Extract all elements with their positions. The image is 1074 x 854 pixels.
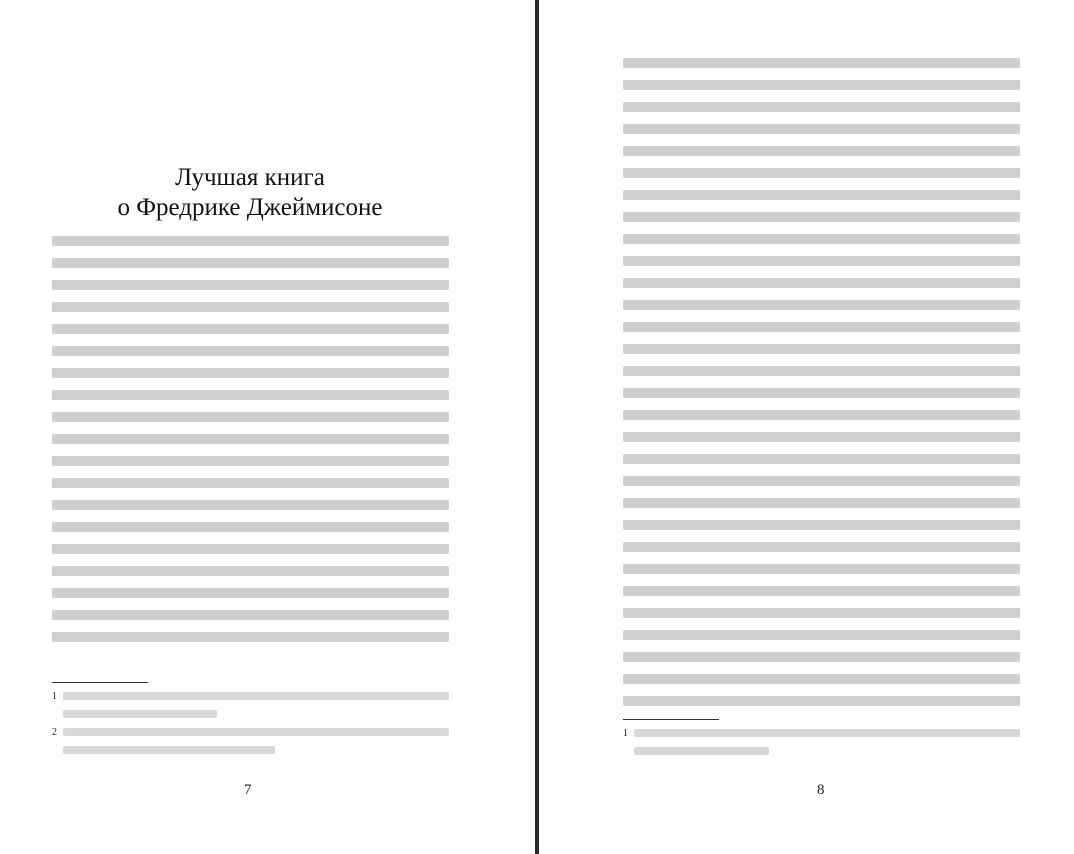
footnote-1-marker: 1	[52, 691, 57, 702]
page-number: 7	[244, 782, 252, 798]
left-body-placeholder	[52, 236, 449, 660]
footnote-2-marker: 2	[52, 727, 57, 738]
footnote-1-marker: 1	[623, 728, 628, 739]
footnote-2	[52, 728, 449, 764]
left-page	[0, 0, 536, 854]
chapter-title-line-1: Лучшая книга	[175, 164, 325, 191]
footnote-1-placeholder	[63, 692, 449, 728]
footnote-1	[52, 692, 449, 728]
right-page	[540, 0, 1074, 854]
left-body-text	[52, 236, 449, 660]
chapter-title-line-2: о Фредрике Джеймисоне	[117, 194, 383, 221]
footnote-2-placeholder	[63, 728, 449, 764]
footnote-divider	[52, 682, 148, 683]
footnote-1	[623, 729, 1020, 765]
right-footnotes	[623, 729, 1020, 765]
right-body-placeholder	[623, 58, 1020, 712]
footnote-divider	[623, 719, 719, 720]
chapter-title	[60, 163, 440, 223]
page-number: 8	[817, 782, 825, 798]
book-gutter	[535, 0, 539, 854]
right-body-text	[623, 58, 1020, 712]
left-footnotes	[52, 692, 449, 764]
footnote-1-placeholder	[634, 729, 1020, 765]
